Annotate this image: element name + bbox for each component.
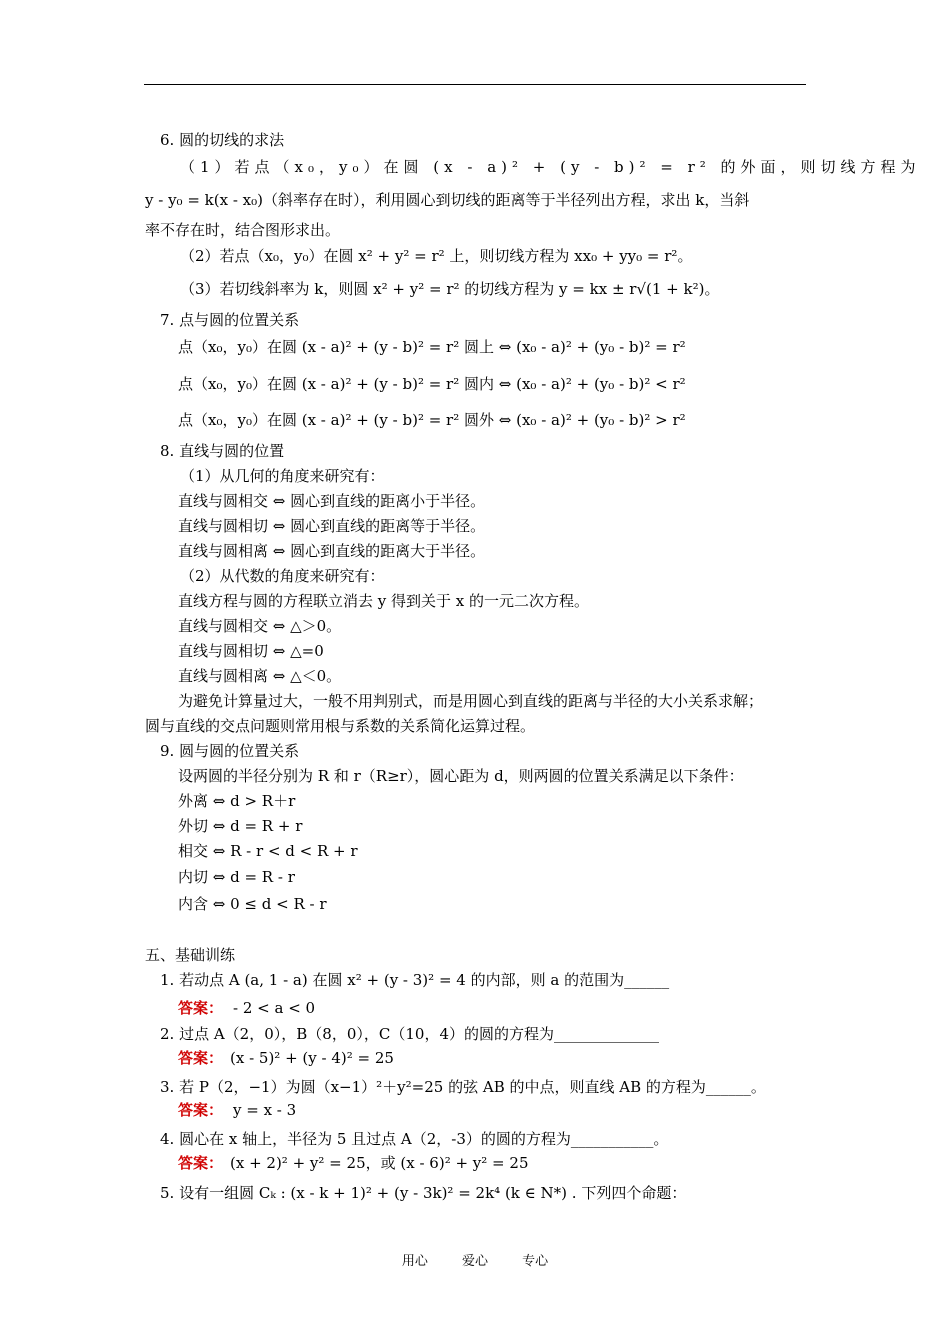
text-line: 直线与圆相离 ⇔ △＜0。 xyxy=(178,667,342,685)
text-line: 直线与圆相切 ⇔ 圆心到直线的距离等于半径。 xyxy=(178,517,486,535)
answer-label: 答案： xyxy=(178,1101,224,1119)
text-line: 外离 ⇔ d > R＋r xyxy=(178,792,296,810)
text-line: 外切 ⇔ d = R + r xyxy=(178,817,303,835)
text-line: 五、基础训练 xyxy=(145,946,236,964)
text-line: 直线与圆相交 ⇔ 圆心到直线的距离小于半径。 xyxy=(178,492,486,510)
text-line: 8. 直线与圆的位置 xyxy=(160,442,285,460)
text-line: 直线与圆相离 ⇔ 圆心到直线的距离大于半径。 xyxy=(178,542,486,560)
text-line: （1）从几何的角度来研究有： xyxy=(180,467,385,485)
text-line: 9. 圆与圆的位置关系 xyxy=(160,742,300,760)
header-rule xyxy=(144,84,806,85)
text-line: 7. 点与圆的位置关系 xyxy=(160,311,300,329)
text-line: - 2 < a < 0 xyxy=(233,999,316,1017)
text-line: 点（x₀，y₀）在圆 (x - a)² + (y - b)² = r² 圆外 ⇔ (x₀ - a)² + (y₀ - b)² > r² xyxy=(178,411,686,429)
text-line: 点（x₀，y₀）在圆 (x - a)² + (y - b)² = r² 圆上 ⇔ (x₀ - a)² + (y₀ - b)² = r² xyxy=(178,338,686,356)
text-line: 5. 设有一组圆 Cₖ : (x - k + 1)² + (y - 3k)² = 2k⁴ (k ∈ N*) . 下列四个命题： xyxy=(160,1184,687,1202)
text-line: 内含 ⇔ 0 ≤ d < R - r xyxy=(178,895,327,913)
text-line: （2）从代数的角度来研究有： xyxy=(180,567,385,585)
text-line: 直线方程与圆的方程联立消去 y 得到关于 x 的一元二次方程。 xyxy=(178,592,590,610)
text-line: y = x - 3 xyxy=(233,1101,297,1119)
text-line: 直线与圆相切 ⇔ △=0 xyxy=(178,642,324,660)
page-footer: 用心 爱心 专心 xyxy=(401,1254,549,1269)
text-line: 相交 ⇔ R - r < d < R + r xyxy=(178,842,358,860)
text-line: y - y₀ = k(x - x₀)（斜率存在时），利用圆心到切线的距离等于半径列出方程，求出 k，当斜 xyxy=(145,191,750,209)
text-line: (x + 2)² + y² = 25，或 (x - 6)² + y² = 25 xyxy=(230,1154,529,1172)
text-line: （2）若点（x₀，y₀）在圆 x² + y² = r² 上，则切线方程为 xx₀ + yy₀ = r²。 xyxy=(180,247,693,265)
text-line: 1. 若动点 A (a, 1 - a) 在圆 x² + (y - 3)² = 4 的内部，则 a 的范围为______ xyxy=(160,971,670,989)
text-line: 圆与直线的交点问题则常用根与系数的关系简化运算过程。 xyxy=(145,717,536,735)
text-line: 4. 圆心在 x 轴上，半径为 5 且过点 A（2，-3）的圆的方程为___________。 xyxy=(160,1130,669,1148)
text-line: 3. 若 P（2，−1）为圆（x−1）²＋y²=25 的弦 AB 的中点，则直线 AB 的方程为______。 xyxy=(160,1078,766,1096)
text-line: 内切 ⇔ d = R - r xyxy=(178,868,295,886)
text-line: 点（x₀，y₀）在圆 (x - a)² + (y - b)² = r² 圆内 ⇔ (x₀ - a)² + (y₀ - b)² < r² xyxy=(178,375,686,393)
answer-label: 答案： xyxy=(178,999,224,1017)
answer-label: 答案： xyxy=(178,1049,224,1067)
text-line: 为避免计算量过大，一般不用判别式，而是用圆心到直线的距离与半径的大小关系求解； xyxy=(178,692,764,710)
text-line: 直线与圆相交 ⇔ △＞0。 xyxy=(178,617,342,635)
answer-label: 答案： xyxy=(178,1154,224,1172)
text-line: （1）若点（x₀，y₀）在圆 (x - a)² + (y - b)² = r² 的外面，则切线方程为 xyxy=(180,158,921,176)
text-line: 率不存在时，结合图形求出。 xyxy=(145,221,341,239)
text-line: (x - 5)² + (y - 4)² = 25 xyxy=(230,1049,394,1067)
text-line: （3）若切线斜率为 k，则圆 x² + y² = r² 的切线方程为 y = kx ± r√(1 + k²)。 xyxy=(180,280,720,298)
text-line: 2. 过点 A（2，0），B（8，0），C（10，4）的圆的方程为______________ xyxy=(160,1025,659,1043)
text-line: 设两圆的半径分别为 R 和 r（R≥r），圆心距为 d，则两圆的位置关系满足以下条件： xyxy=(178,767,744,785)
text-line: 6. 圆的切线的求法 xyxy=(160,131,285,149)
